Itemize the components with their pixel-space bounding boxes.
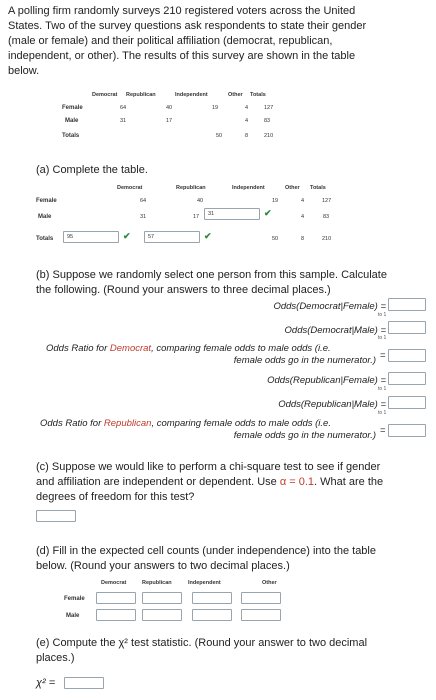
odds-rep-female-label: Odds(Republican|Female) =: [267, 375, 386, 386]
row-label-totals: Totals: [36, 236, 54, 242]
intro-text: [8, 4, 432, 79]
odds-rep-male-label: Odds(Republican|Male) =: [278, 399, 386, 410]
odds-dem-male-label: Odds(Democrat|Male) =: [284, 325, 386, 336]
table-cell: 127: [322, 198, 332, 204]
row-label-female: Female: [62, 105, 83, 111]
odds-ratio-democrat-line-1: Odds Ratio for Democrat, comparing female odds to male odds (i.e.: [46, 343, 331, 354]
intro-line-2: States. Two of the survey questions ask respondents to state their gender: [8, 20, 367, 32]
expected-female-republican-input[interactable]: [142, 592, 182, 604]
expected-male-democrat-input[interactable]: [96, 609, 136, 621]
col-header-republican: Republican: [142, 580, 172, 586]
table-cell: 50: [272, 236, 279, 242]
to-1-label: to 1: [378, 335, 387, 341]
odds-ratio-democrat-line-2: female odds go in the numerator.): [233, 355, 376, 366]
democrat-totals-input[interactable]: [63, 231, 119, 243]
row-label-male: Male: [38, 214, 52, 220]
expected-female-independent-input[interactable]: [192, 592, 232, 604]
check-icon: ✔: [123, 231, 131, 241]
table-cell: 19: [212, 105, 219, 111]
row-label-totals: Totals: [62, 133, 80, 139]
table-cell: 4: [245, 105, 249, 111]
col-header-other: Other: [285, 185, 300, 191]
odds-dem-female-input[interactable]: [388, 298, 426, 311]
table-cell: 8: [245, 133, 249, 139]
intro-line-5: below.: [8, 65, 40, 77]
part-e-text: [36, 636, 367, 666]
odds-ratio-democrat-input[interactable]: [388, 349, 426, 362]
part-e-line-1: (e) Compute the χ² test statistic. (Round your answer to two decimal: [36, 637, 368, 649]
col-header-democrat: Democrat: [117, 185, 143, 191]
table-cell: 210: [322, 236, 332, 242]
degrees-of-freedom-input[interactable]: [36, 510, 76, 522]
row-label-male: Male: [66, 613, 80, 619]
intro-line-4: independent, or other). The results of this survey are shown in the table: [8, 50, 356, 62]
part-e-line-2: places.): [36, 652, 75, 664]
expected-female-democrat-input[interactable]: [96, 592, 136, 604]
col-header-other: Other: [262, 580, 277, 586]
expected-male-independent-input[interactable]: [192, 609, 232, 621]
table-cell: 4: [245, 118, 249, 124]
part-d-line-1: (d) Fill in the expected cell counts (under independence) into the table: [36, 545, 376, 557]
alpha-value: α = 0.1: [279, 476, 315, 488]
part-c-line-3: degrees of freedom for this test?: [36, 491, 195, 503]
col-header-republican: Republican: [176, 185, 206, 191]
check-icon: ✔: [204, 231, 212, 241]
odds-ratio-republican-line-2: female odds go in the numerator.): [233, 430, 376, 441]
odds-ratio-republican-text: [40, 418, 376, 442]
chi-square-label: χ² =: [36, 677, 56, 689]
col-header-democrat: Democrat: [92, 92, 118, 98]
table-cell: 4: [301, 198, 305, 204]
col-header-republican: Republican: [126, 92, 156, 98]
odds-rep-male-input[interactable]: [388, 396, 426, 409]
table-cell: 127: [264, 105, 274, 111]
col-header-totals: Totals: [310, 185, 326, 191]
table-cell: 31: [120, 118, 127, 124]
to-1-label: to 1: [378, 386, 387, 392]
independent-male-input[interactable]: [204, 208, 260, 220]
republican-highlight: Republican: [103, 418, 152, 429]
to-1-label: to 1: [378, 410, 387, 416]
table-cell: 17: [193, 214, 200, 220]
table-cell: 50: [216, 133, 223, 139]
col-header-independent: Independent: [232, 185, 265, 191]
intro-line-3: (male or female) and their political affiliation (democrat, republican,: [8, 35, 333, 47]
table-cell: 19: [272, 198, 279, 204]
equals-sign: =: [380, 425, 386, 436]
republican-totals-input[interactable]: [144, 231, 200, 243]
part-d-text: [36, 544, 376, 574]
col-header-independent: Independent: [175, 92, 208, 98]
part-c-line-2: and affiliation are independent or dependent. Use α = 0.1. What are the: [36, 476, 384, 488]
democrat-highlight: Democrat: [109, 343, 152, 354]
table-cell: 64: [140, 198, 147, 204]
expected-male-other-input[interactable]: [241, 609, 281, 621]
part-b-line-1: (b) Suppose we randomly select one person from this sample. Calculate: [36, 269, 387, 281]
table-cell: 83: [264, 118, 271, 124]
odds-dem-male-input[interactable]: [388, 321, 426, 334]
col-header-independent: Independent: [188, 580, 221, 586]
table-cell: 83: [323, 214, 330, 220]
intro-line-1: A polling firm randomly surveys 210 registered voters across the United: [8, 5, 356, 17]
table-cell: 40: [166, 105, 173, 111]
table-cell: 4: [301, 214, 305, 220]
check-icon: ✔: [264, 208, 272, 218]
democrat-totals-value: 95: [67, 234, 74, 240]
equals-sign: =: [380, 350, 386, 361]
table-cell: 17: [166, 118, 173, 124]
part-d-line-2: below. (Round your answers to two decimal places.): [36, 560, 290, 572]
row-label-male: Male: [65, 118, 79, 124]
table-cell: 40: [197, 198, 204, 204]
odds-ratio-democrat-text: [46, 343, 376, 367]
odds-rep-female-input[interactable]: [388, 372, 426, 385]
odds-ratio-republican-line-1: Odds Ratio for Republican, comparing female odds to male odds (i.e.: [40, 418, 331, 429]
col-header-totals: Totals: [250, 92, 266, 98]
part-b-text: [36, 268, 387, 298]
row-label-female: Female: [36, 198, 57, 204]
col-header-democrat: Democrat: [101, 580, 127, 586]
expected-male-republican-input[interactable]: [142, 609, 182, 621]
expected-female-other-input[interactable]: [241, 592, 281, 604]
to-1-label: to 1: [378, 312, 387, 318]
odds-ratio-republican-input[interactable]: [388, 424, 426, 437]
republican-totals-value: 57: [148, 234, 155, 240]
part-a-title: (a) Complete the table.: [36, 164, 148, 176]
table-cell: 8: [301, 236, 305, 242]
row-label-female: Female: [64, 596, 85, 602]
table-cell: 210: [264, 133, 274, 139]
independent-male-value: 31: [208, 211, 215, 217]
col-header-other: Other: [228, 92, 243, 98]
part-b-line-2: the following. (Round your answers to three decimal places.): [36, 284, 331, 296]
part-c-text: [36, 460, 432, 505]
part-c-line-1: (c) Suppose we would like to perform a chi-square test to see if gender: [36, 461, 381, 473]
odds-dem-female-label: Odds(Democrat|Female) =: [273, 301, 386, 312]
chi-square-input[interactable]: [64, 677, 104, 689]
table-cell: 31: [140, 214, 147, 220]
table-cell: 64: [120, 105, 127, 111]
